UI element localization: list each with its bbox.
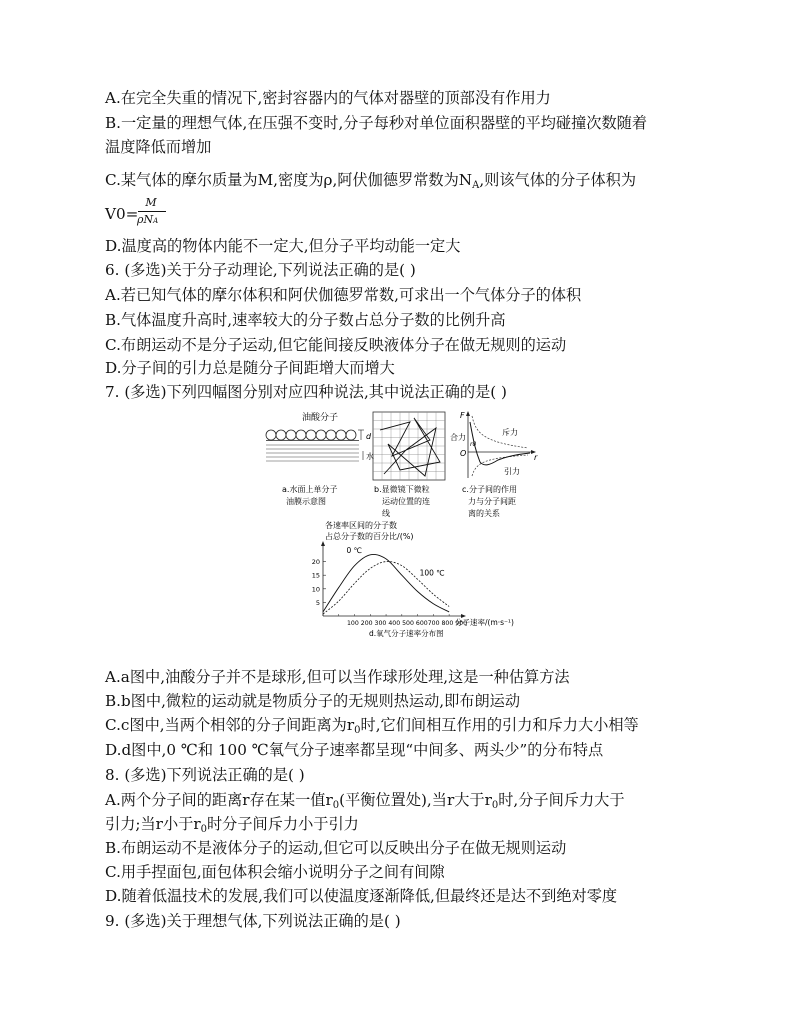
q5-option-b-line1: B.一定量的理想气体,在压强不变时,分子每秒对单位面积器壁的平均碰撞次数随着 xyxy=(105,114,648,132)
origin-label: O xyxy=(460,449,467,458)
chart-subtitle: 占总分子数的百分比/(%) xyxy=(325,532,414,541)
q7-option-a: A.a图中,油酸分子并不是球形,但可以当作球形处理,这是一种估算方法 xyxy=(105,668,570,686)
repulsion-label: 斥力 xyxy=(502,428,518,437)
figure-c-force-curve xyxy=(450,410,540,522)
q6-option-d: D.分子间的引力总是随分子间距增大而增大 xyxy=(105,359,395,377)
water-hatching xyxy=(266,445,359,461)
chart-title: 各速率区间的分子数 xyxy=(325,521,397,530)
force-axis-label: F xyxy=(460,411,465,420)
q8-option-b: B.布朗运动不是液体分子的运动,但它可以反映出分子在做无规则运动 xyxy=(105,839,567,857)
fraction-bar xyxy=(138,211,166,212)
figure-c-caption-1: c.分子间的作用 xyxy=(462,485,517,494)
q5-option-c-line1: C.某气体的摩尔质量为M,密度为ρ,阿伏伽德罗常数为$N_A$,则该气体的分子体积为 xyxy=(105,171,637,191)
y-tick-label: 10 xyxy=(311,585,320,594)
q8-option-c: C.用手捏面包,面包体积会缩小说明分子之间有间隙 xyxy=(105,863,445,881)
figure-c-caption-3: 离的关系 xyxy=(468,509,500,518)
series-label: 0 ℃ xyxy=(346,545,363,555)
figure-b-brownian-grid xyxy=(370,410,460,522)
brownian-path xyxy=(380,418,440,476)
y-tick-label: 15 xyxy=(311,571,320,580)
y-tick-label: 20 xyxy=(311,558,320,567)
figure-d-speed-distribution-chart xyxy=(305,518,525,656)
q8-option-a-line1: A.两个分子间的距离r存在某一值$r_0$(平衡位置处),当r大于$r_0$时,分子间斥力大于 xyxy=(105,791,625,811)
q7-option-b: B.b图中,微粒的运动就是物质分子的无规则热运动,即布朗运动 xyxy=(105,692,521,710)
oil-molecule-label: 油酸分子 xyxy=(302,413,339,423)
q5-option-d: D.温度高的物体内能不一定大,但分子平均动能一定大 xyxy=(105,237,461,255)
formula-numerator: M xyxy=(145,196,157,209)
net-force-curve xyxy=(470,422,530,465)
figure-b-caption-3: 线 xyxy=(382,509,390,518)
figure-a-caption-1: a.水面上单分子 xyxy=(282,485,338,494)
oil-molecule-row xyxy=(266,430,356,440)
q9-stem: 9. (多选)关于理想气体,下列说法正确的是( ) xyxy=(105,912,401,930)
q5-option-b-line2: 温度降低而增加 xyxy=(105,138,212,156)
chart-caption: d.氧气分子速率分布图 xyxy=(369,629,444,638)
figure-c-caption-2: 力与分子间距 xyxy=(468,497,516,506)
formula-lhs: V0= xyxy=(105,205,139,223)
x-tick-labels: 100 200 300 400 500 600700 800 900 xyxy=(347,620,468,627)
figure-a-oil-film xyxy=(262,408,382,520)
q5-option-a: A.在完全失重的情况下,密封容器内的气体对器壁的顶部没有作用力 xyxy=(105,89,551,107)
q7-option-c: C.c图中,当两个相邻的分子间距离为$r_0$时,它们间相互作用的引力和斥力大小相等 xyxy=(105,716,639,736)
figure-b-caption-1: b.显微镜下微粒 xyxy=(374,485,430,494)
series-label: 100 ℃ xyxy=(419,568,445,578)
series-line-0c xyxy=(323,554,449,611)
q8-stem: 8. (多选)下列说法正确的是( ) xyxy=(105,766,305,784)
q8-option-a-line2: 引力;当r小于$r_0$时分子间斥力小于引力 xyxy=(105,815,359,835)
r0-label: r0 xyxy=(470,441,477,448)
q8-option-d: D.随着低温技术的发展,我们可以使温度逐渐降低,但最终还是达不到绝对零度 xyxy=(105,887,618,905)
thickness-label: d xyxy=(366,432,372,441)
q6-option-a: A.若已知气体的摩尔体积和阿伏伽德罗常数,可求出一个气体分子的体积 xyxy=(105,286,582,304)
formula-denominator: ρNA xyxy=(137,213,159,226)
q6-option-b: B.气体温度升高时,速率较大的分子数占总分子数的比例升高 xyxy=(105,311,506,329)
distance-axis-label: r xyxy=(534,453,538,462)
q6-stem: 6. (多选)关于分子动理论,下列说法正确的是( ) xyxy=(105,261,416,279)
figure-a-caption-2: 油膜示意图 xyxy=(286,497,326,506)
net-force-label: 合力 xyxy=(450,433,466,442)
q6-option-c: C.布朗运动不是分子运动,但它能间接反映液体分子在做无规则的运动 xyxy=(105,336,567,354)
y-tick-label: 5 xyxy=(315,598,320,607)
y-axis-arrow xyxy=(321,541,325,546)
attraction-label: 引力 xyxy=(504,467,520,476)
x-axis-label: 分子速率/(m·s⁻¹) xyxy=(455,618,514,627)
water-label: 水 xyxy=(366,452,374,461)
repulsion-curve xyxy=(472,416,528,448)
figure-b-caption-2: 运动位置的连 xyxy=(382,497,430,506)
q7-option-d: D.d图中,0 ℃和 100 ℃氧气分子速率都呈现“中间多、两头少”的分布特点 xyxy=(105,741,604,759)
q7-stem: 7. (多选)下列四幅图分别对应四种说法,其中说法正确的是( ) xyxy=(105,383,507,401)
